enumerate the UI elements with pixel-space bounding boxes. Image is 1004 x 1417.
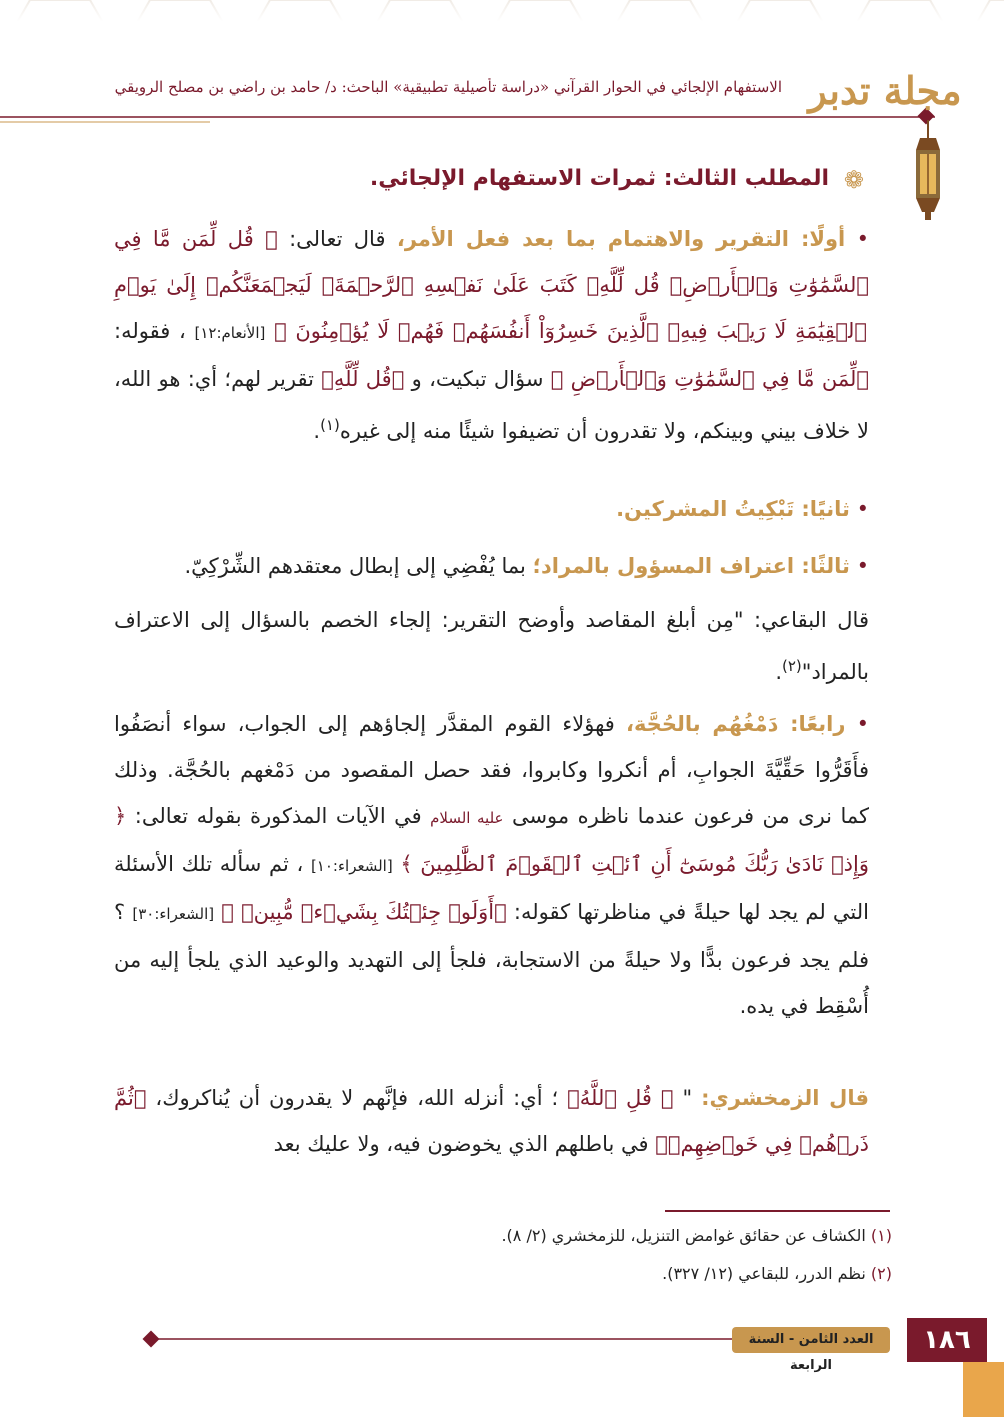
point-label: ثانيًا: تَبْكِيتُ المشركين. (616, 497, 850, 521)
paragraph-fourth (114, 597, 869, 695)
page-number: ١٨٦ (907, 1318, 987, 1362)
bullet-icon: • (845, 227, 869, 251)
point-label: قال الزمخشري: (701, 1086, 869, 1110)
heading-ornament-icon: ❁ (843, 166, 864, 194)
footnote-text: الكشاف عن حقائق غوامض التنزيل، للزمخشري (٢/ ٨). (501, 1226, 871, 1245)
footnote-text: نظم الدرر، للبقاعي (١٢/ ٣٢٧). (662, 1264, 871, 1283)
corner-accent (963, 1362, 1004, 1417)
surah-reference: [الشعراء:١٠] (310, 857, 393, 875)
point-label: رابعًا: دَمْغُهُم بالحُجَّة، (625, 712, 846, 736)
bullet-icon: • (849, 554, 869, 578)
running-header-title: الاستفهام الإلجائي في الحوار القرآني «دراسة تأصيلية تطبيقية» الباحث: د/ حامد بن راضي بن مصلح الرويقي (114, 78, 782, 96)
honorific: عليه السلام (430, 809, 504, 827)
body-text: سؤال تبكيت، و (411, 367, 544, 391)
body-text: . (313, 419, 321, 443)
body-text: في باطلهم الذي يخوضون فيه، ولا عليك بعد (273, 1132, 649, 1156)
section-heading: المطلب الثالث: ثمرات الاستفهام الإلجائي. (369, 166, 829, 191)
paragraph-sixth (114, 1075, 869, 1167)
surah-reference: [الشعراء:٣٠] (132, 905, 215, 923)
quran-quote: ﴿أَوَلَوۡ جِئۡتُكَ بِشَيۡءٖ مُّبِينٖ ﴾ (221, 900, 507, 924)
body-text: ؛ أي: أنزله الله، فإنَّهم لا يقدرون أن يُناكروك، (146, 1086, 559, 1110)
body-text: ، فقوله: (114, 319, 186, 343)
bullet-icon: • (849, 497, 869, 521)
lantern-icon (910, 120, 946, 225)
bullet-icon: • (845, 712, 869, 736)
quran-quote: ﴿لِّمَن مَّا فِي ٱلسَّمَٰوَٰتِ وَٱلۡأَرۡضِ ﴾ (550, 367, 869, 391)
body-text: تقرير لهم؛ أي: هو الله، لا خلاف بيني وبينكم، ولا تقدرون أن تضيفوا شيئًا منه إلى غيره (114, 367, 869, 443)
footnote-marker[interactable]: (١) (320, 416, 340, 434)
footnote (112, 1226, 892, 1245)
journal-logo: مجلة تدبر (808, 68, 962, 113)
footnote-number: (١) (870, 1226, 892, 1245)
quran-quote: ﴿ قُل لِّمَن مَّا فِي ٱلسَّمَٰوَٰتِ وَٱلۡأَرۡضِۖ قُل لِّلَّهِۚ كَتَبَ عَلَىٰ نَفۡسِهِ ٱلرَّحۡمَةَۚ لَيَجۡمَعَنَّكُمۡ إِلَىٰ يَوۡمِ ٱلۡقِيَٰمَةِ لَا رَيۡبَ فِيهِۚ ٱلَّذِينَ خَسِرُوٓاْ أَنفُسَهُمۡ فَهُمۡ لَا يُؤۡمِنُونَ ﴾ (114, 227, 869, 343)
quran-quote: ﴿ وَإِذۡ نَادَىٰ رَبُّكَ مُوسَىٰٓ أَنِ ٱئۡتِ ٱلۡقَوۡمَ ٱلظَّٰلِمِينَ ﴾ (114, 804, 869, 876)
quran-quote: ﴿ثُمَّ ذَرۡهُمۡ فِي خَوۡضِهِمۡ﴾ (114, 1086, 869, 1156)
footnote-marker[interactable]: (٢) (782, 657, 802, 675)
footnote (112, 1264, 892, 1283)
issue-label: العدد الثامن - السنة الرابعة (732, 1327, 890, 1353)
paragraph-third (114, 543, 869, 589)
point-label: ثالثًا: اعتراف المسؤول بالمراد؛ (532, 554, 850, 578)
footnote-separator (665, 1210, 890, 1212)
body-text: في الآيات المذكورة بقوله تعالى: (126, 804, 422, 828)
point-label: أولًا: التقرير والاهتمام بما بعد فعل الأمر، (396, 227, 846, 251)
body-text: فهؤلاء القوم المقدَّر إلجاؤهم إلى الجواب، سواء أنصَفُوا فأَقَرُّوا حَقِّيَّةَ الجوابِ، أم أنكروا وكابروا، فقد حصل المقصود من دَمْغهم بالحُجَّة. وذلك كما نرى من فرعون عندما ناظره موسى (114, 712, 870, 828)
body-text: . (775, 660, 782, 684)
body-text: قال البقاعي: "مِن أبلغ المقاصد وأوضح التقرير: إلجاء الخصم بالسؤال إلى الاعتراف بالمراد" (114, 608, 869, 684)
body-text: قال تعالى: (277, 227, 386, 251)
quran-quote: ﴿ قُلِ ٱللَّهُ﴾ (567, 1086, 674, 1110)
body-text: " (682, 1086, 693, 1110)
footnote-number: (٢) (870, 1264, 892, 1283)
body-text: ؟ فلم يجد فرعون بدًّا ولا حيلةً من الاستجابة، فلجأ إلى التهديد والوعيد الذي يلجأ إليه من أُسْقِط في يده. (114, 900, 869, 1018)
paragraph-fifth (114, 701, 869, 1029)
body-text: بما يُفْضِي إلى إبطال معتقدهم الشِّرْكِيّ. (184, 554, 526, 578)
surah-reference: [الأنعام:١٢] (194, 324, 266, 342)
body-text: ، ثم سأله تلك الأسئلة التي لم يجد لها حيلةً في مناظرتها كقوله: (114, 852, 869, 924)
paragraph-first (114, 216, 869, 454)
paragraph-second (114, 486, 869, 532)
quran-quote: ﴿قُل لِّلَّهِ﴾ (321, 367, 405, 391)
